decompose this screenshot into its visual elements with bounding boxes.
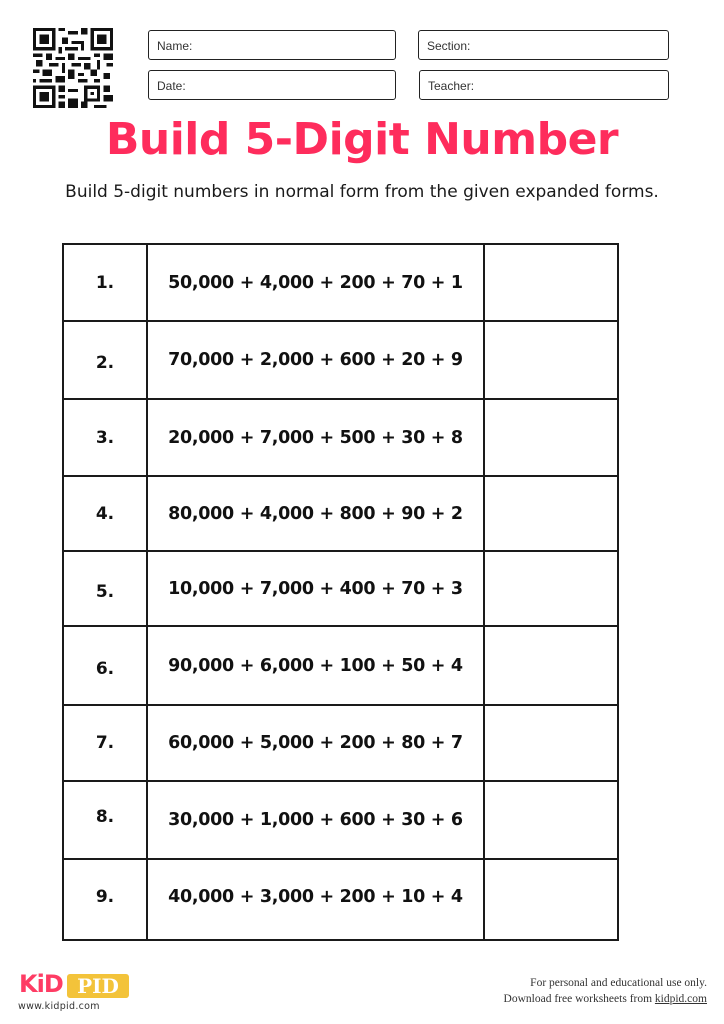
- footer-line-2-text: Download free worksheets from: [503, 993, 655, 1005]
- name-field[interactable]: [148, 30, 396, 60]
- answer-box[interactable]: [485, 400, 617, 475]
- page-title: Build 5-Digit Number: [105, 114, 619, 165]
- logo-url: www.kidpid.com: [18, 1001, 100, 1012]
- answer-box[interactable]: [485, 706, 617, 780]
- table-row: [64, 627, 617, 706]
- expanded-form: 70,000 + 2,000 + 600 + 20 + 9: [148, 322, 485, 398]
- expanded-form: 80,000 + 4,000 + 800 + 90 + 2: [148, 477, 485, 550]
- date-label: Date:: [157, 79, 186, 93]
- footer-note: [504, 975, 707, 1007]
- row-number: 8.: [64, 782, 148, 858]
- qr-code-icon: [33, 28, 113, 108]
- expanded-form: 60,000 + 5,000 + 200 + 80 + 7: [148, 706, 485, 780]
- row-number: 1.: [64, 245, 148, 320]
- answer-box[interactable]: [485, 477, 617, 550]
- row-number: 3.: [64, 400, 148, 475]
- teacher-field[interactable]: [419, 70, 669, 100]
- section-field[interactable]: [418, 30, 669, 60]
- row-number: 5.: [64, 552, 148, 625]
- row-number: 7.: [64, 706, 148, 780]
- name-label: Name:: [157, 39, 193, 53]
- kidpid-logo: [19, 970, 119, 998]
- table-row: [64, 860, 617, 939]
- section-label: Section:: [427, 39, 471, 53]
- answer-box[interactable]: [485, 782, 617, 858]
- row-number: 9.: [64, 860, 148, 939]
- expanded-form: 10,000 + 7,000 + 400 + 70 + 3: [148, 552, 485, 625]
- answer-box[interactable]: [485, 322, 617, 398]
- answer-box[interactable]: [485, 860, 617, 939]
- table-row: [64, 245, 617, 322]
- expanded-form: 20,000 + 7,000 + 500 + 30 + 8: [148, 400, 485, 475]
- table-row: [64, 400, 617, 477]
- table-row: [64, 322, 617, 400]
- row-number: 6.: [64, 627, 148, 704]
- table-row: [64, 552, 617, 627]
- expanded-form: 90,000 + 6,000 + 100 + 50 + 4: [148, 627, 485, 704]
- instructions: Build 5-digit numbers in normal form from the given expanded forms.: [65, 182, 659, 202]
- expanded-form: 50,000 + 4,000 + 200 + 70 + 1: [148, 245, 485, 320]
- kidpid-link[interactable]: kidpid.com: [654, 993, 707, 1005]
- table-row: [64, 706, 617, 782]
- answer-box[interactable]: [485, 245, 617, 320]
- logo-pid-text: PID: [67, 974, 129, 998]
- exercise-table: [62, 243, 619, 941]
- table-row: [64, 477, 617, 552]
- footer-line-1: For personal and educational use only.: [530, 977, 707, 989]
- teacher-label: Teacher:: [428, 79, 475, 93]
- footer-line-2: [504, 991, 707, 1007]
- answer-box[interactable]: [485, 627, 617, 704]
- answer-box[interactable]: [485, 552, 617, 625]
- logo-kid-text: KiD: [19, 970, 63, 998]
- date-field[interactable]: [148, 70, 396, 100]
- expanded-form: 40,000 + 3,000 + 200 + 10 + 4: [148, 860, 485, 939]
- expanded-form: 30,000 + 1,000 + 600 + 30 + 6: [148, 782, 485, 858]
- row-number: 2.: [64, 322, 148, 398]
- row-number: 4.: [64, 477, 148, 550]
- table-row: [64, 782, 617, 860]
